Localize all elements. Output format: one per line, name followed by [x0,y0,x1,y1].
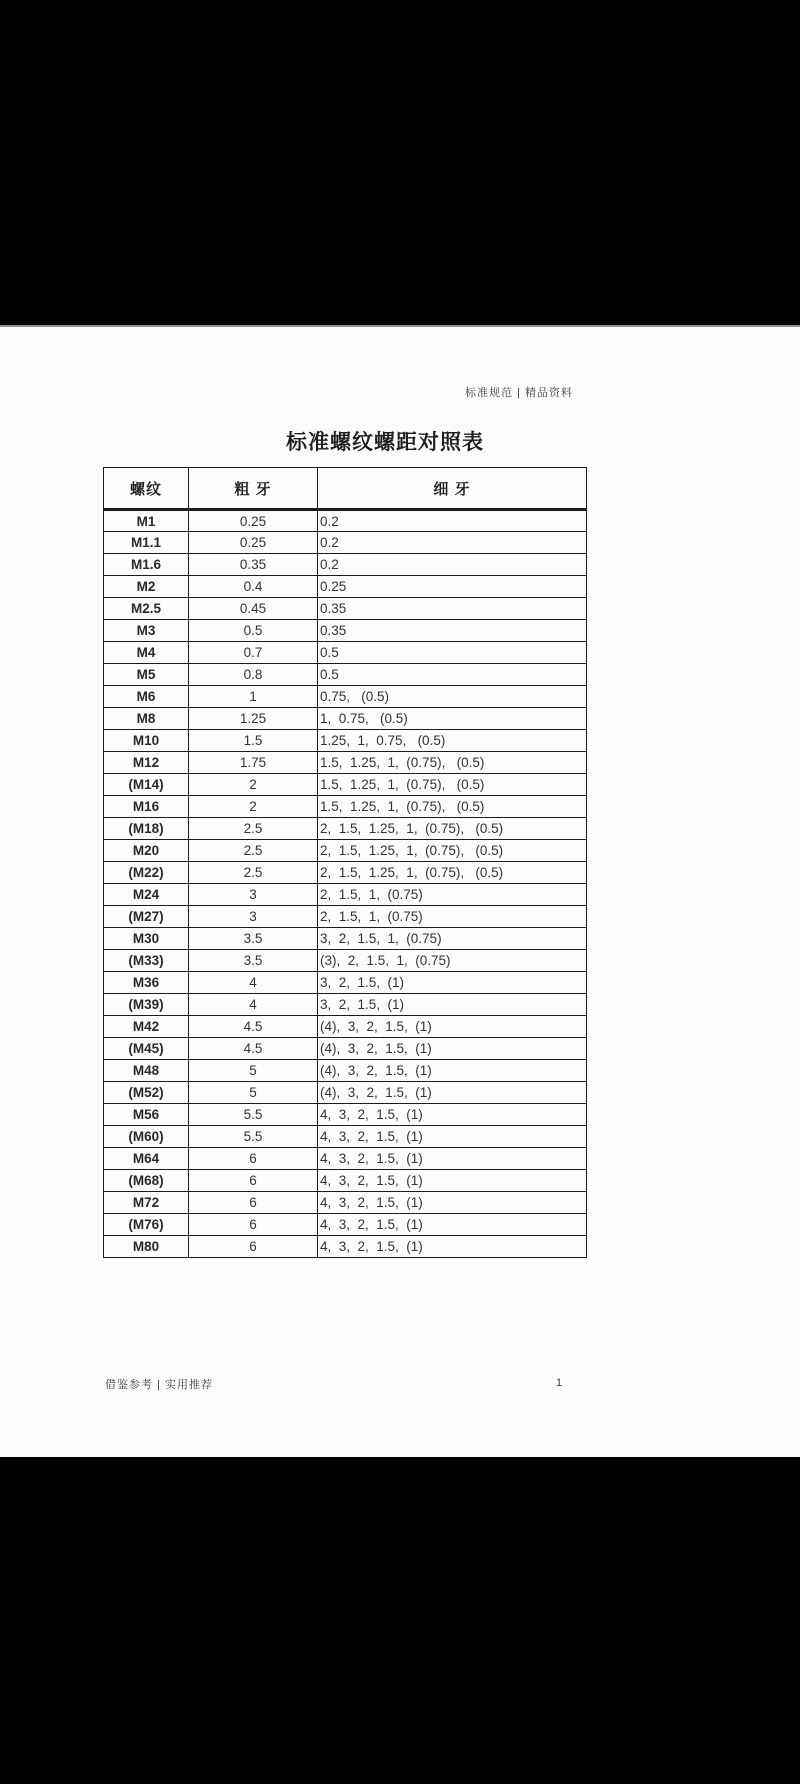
document-page [0,325,800,1457]
fine-cell: 0.5 [318,664,587,686]
thread-cell: (M68) [104,1170,189,1192]
coarse-cell: 0.25 [189,532,318,554]
fine-cell: 2, 1.5, 1, (0.75) [318,906,587,928]
table-row [104,1082,587,1104]
table-row [104,818,587,840]
fine-cell: (4), 3, 2, 1.5, (1) [318,1060,587,1082]
fine-cell: 0.5 [318,642,587,664]
table-row [104,510,587,532]
coarse-cell: 0.5 [189,620,318,642]
coarse-cell: 6 [189,1148,318,1170]
fine-cell: (3), 2, 1.5, 1, (0.75) [318,950,587,972]
page-footer-left: 借鉴参考 | 实用推荐 [105,1379,213,1391]
fine-cell: 0.35 [318,598,587,620]
fine-cell: 2, 1.5, 1.25, 1, (0.75), (0.5) [318,862,587,884]
coarse-cell: 3.5 [189,950,318,972]
table-row [104,1170,587,1192]
thread-cell: M5 [104,664,189,686]
column-header-fine: 细 牙 [318,468,587,510]
table-row [104,598,587,620]
fine-cell: 2, 1.5, 1.25, 1, (0.75), (0.5) [318,840,587,862]
table-row [104,730,587,752]
coarse-cell: 2.5 [189,840,318,862]
thread-cell: M80 [104,1236,189,1258]
fine-cell: 2, 1.5, 1.25, 1, (0.75), (0.5) [318,818,587,840]
coarse-cell: 2 [189,796,318,818]
table-row [104,620,587,642]
coarse-cell: 4.5 [189,1038,318,1060]
fine-cell: 1.25, 1, 0.75, (0.5) [318,730,587,752]
table-row [104,950,587,972]
column-header-coarse: 粗 牙 [189,468,318,510]
thread-cell: M3 [104,620,189,642]
page-number: 1 [556,1377,563,1389]
thread-cell: M56 [104,1104,189,1126]
fine-cell: 0.2 [318,510,587,532]
thread-cell: (M39) [104,994,189,1016]
thread-cell: M42 [104,1016,189,1038]
fine-cell: 1.5, 1.25, 1, (0.75), (0.5) [318,774,587,796]
fine-cell: 4, 3, 2, 1.5, (1) [318,1214,587,1236]
table-row [104,664,587,686]
table-row [104,972,587,994]
thread-cell: M24 [104,884,189,906]
coarse-cell: 6 [189,1236,318,1258]
fine-cell: 0.75, (0.5) [318,686,587,708]
fine-cell: 0.35 [318,620,587,642]
coarse-cell: 0.25 [189,510,318,532]
coarse-cell: 1.75 [189,752,318,774]
thread-cell: M20 [104,840,189,862]
table-row [104,1148,587,1170]
thread-cell: M64 [104,1148,189,1170]
thread-cell: M72 [104,1192,189,1214]
thread-cell: M1.1 [104,532,189,554]
table-row [104,994,587,1016]
coarse-cell: 0.35 [189,554,318,576]
table-row [104,1126,587,1148]
coarse-cell: 0.45 [189,598,318,620]
table-row [104,532,587,554]
fine-cell: (4), 3, 2, 1.5, (1) [318,1082,587,1104]
fine-cell: 4, 3, 2, 1.5, (1) [318,1148,587,1170]
thread-cell: (M33) [104,950,189,972]
fine-cell: 0.25 [318,576,587,598]
table-row [104,554,587,576]
table-row [104,752,587,774]
table-row [104,796,587,818]
coarse-cell: 6 [189,1170,318,1192]
coarse-cell: 2.5 [189,862,318,884]
fine-cell: 3, 2, 1.5, (1) [318,994,587,1016]
coarse-cell: 4 [189,994,318,1016]
thread-cell: M1 [104,510,189,532]
coarse-cell: 0.7 [189,642,318,664]
table-row [104,1038,587,1060]
fine-cell: 1.5, 1.25, 1, (0.75), (0.5) [318,796,587,818]
fine-cell: 4, 3, 2, 1.5, (1) [318,1192,587,1214]
coarse-cell: 6 [189,1214,318,1236]
fine-cell: 4, 3, 2, 1.5, (1) [318,1126,587,1148]
coarse-cell: 5 [189,1082,318,1104]
coarse-cell: 5 [189,1060,318,1082]
coarse-cell: 3 [189,884,318,906]
table-row [104,642,587,664]
table-row [104,906,587,928]
coarse-cell: 0.8 [189,664,318,686]
thread-pitch-table [103,467,587,1258]
thread-cell: M12 [104,752,189,774]
table-row [104,708,587,730]
thread-cell: M2.5 [104,598,189,620]
fine-cell: 1, 0.75, (0.5) [318,708,587,730]
table-row [104,774,587,796]
fine-cell: 1.5, 1.25, 1, (0.75), (0.5) [318,752,587,774]
coarse-cell: 2.5 [189,818,318,840]
thread-cell: M1.6 [104,554,189,576]
coarse-cell: 3 [189,906,318,928]
coarse-cell: 1.5 [189,730,318,752]
coarse-cell: 3.5 [189,928,318,950]
thread-cell: (M18) [104,818,189,840]
thread-cell: M48 [104,1060,189,1082]
thread-cell: M8 [104,708,189,730]
thread-cell: M36 [104,972,189,994]
page-header-right: 标准规范 | 精品资料 [465,387,573,399]
coarse-cell: 5.5 [189,1126,318,1148]
thread-cell: M30 [104,928,189,950]
table-row [104,1236,587,1258]
thread-cell: (M76) [104,1214,189,1236]
thread-cell: M4 [104,642,189,664]
thread-cell: M2 [104,576,189,598]
thread-cell: (M14) [104,774,189,796]
page-title: 标准螺纹螺距对照表 [286,431,484,454]
coarse-cell: 6 [189,1192,318,1214]
table-row [104,576,587,598]
fine-cell: 4, 3, 2, 1.5, (1) [318,1170,587,1192]
fine-cell: 4, 3, 2, 1.5, (1) [318,1236,587,1258]
coarse-cell: 1 [189,686,318,708]
thread-cell: (M60) [104,1126,189,1148]
thread-cell: M6 [104,686,189,708]
table-row [104,840,587,862]
fine-cell: 0.2 [318,532,587,554]
coarse-cell: 4 [189,972,318,994]
coarse-cell: 5.5 [189,1104,318,1126]
thread-cell: M16 [104,796,189,818]
column-header-thread: 螺纹 [104,468,189,510]
table-row [104,1214,587,1236]
thread-cell: (M45) [104,1038,189,1060]
fine-cell: (4), 3, 2, 1.5, (1) [318,1016,587,1038]
table-row [104,928,587,950]
table-row [104,686,587,708]
coarse-cell: 4.5 [189,1016,318,1038]
table-row [104,862,587,884]
thread-cell: (M22) [104,862,189,884]
table-row [104,1016,587,1038]
thread-cell: M10 [104,730,189,752]
table-body [104,510,587,1258]
table-row [104,884,587,906]
thread-cell: (M27) [104,906,189,928]
table-row [104,1104,587,1126]
thread-cell: (M52) [104,1082,189,1104]
fine-cell: 3, 2, 1.5, (1) [318,972,587,994]
table-header-row [104,468,587,510]
fine-cell: 0.2 [318,554,587,576]
fine-cell: 4, 3, 2, 1.5, (1) [318,1104,587,1126]
fine-cell: (4), 3, 2, 1.5, (1) [318,1038,587,1060]
table-row [104,1192,587,1214]
coarse-cell: 0.4 [189,576,318,598]
fine-cell: 2, 1.5, 1, (0.75) [318,884,587,906]
table-row [104,1060,587,1082]
fine-cell: 3, 2, 1.5, 1, (0.75) [318,928,587,950]
coarse-cell: 2 [189,774,318,796]
coarse-cell: 1.25 [189,708,318,730]
